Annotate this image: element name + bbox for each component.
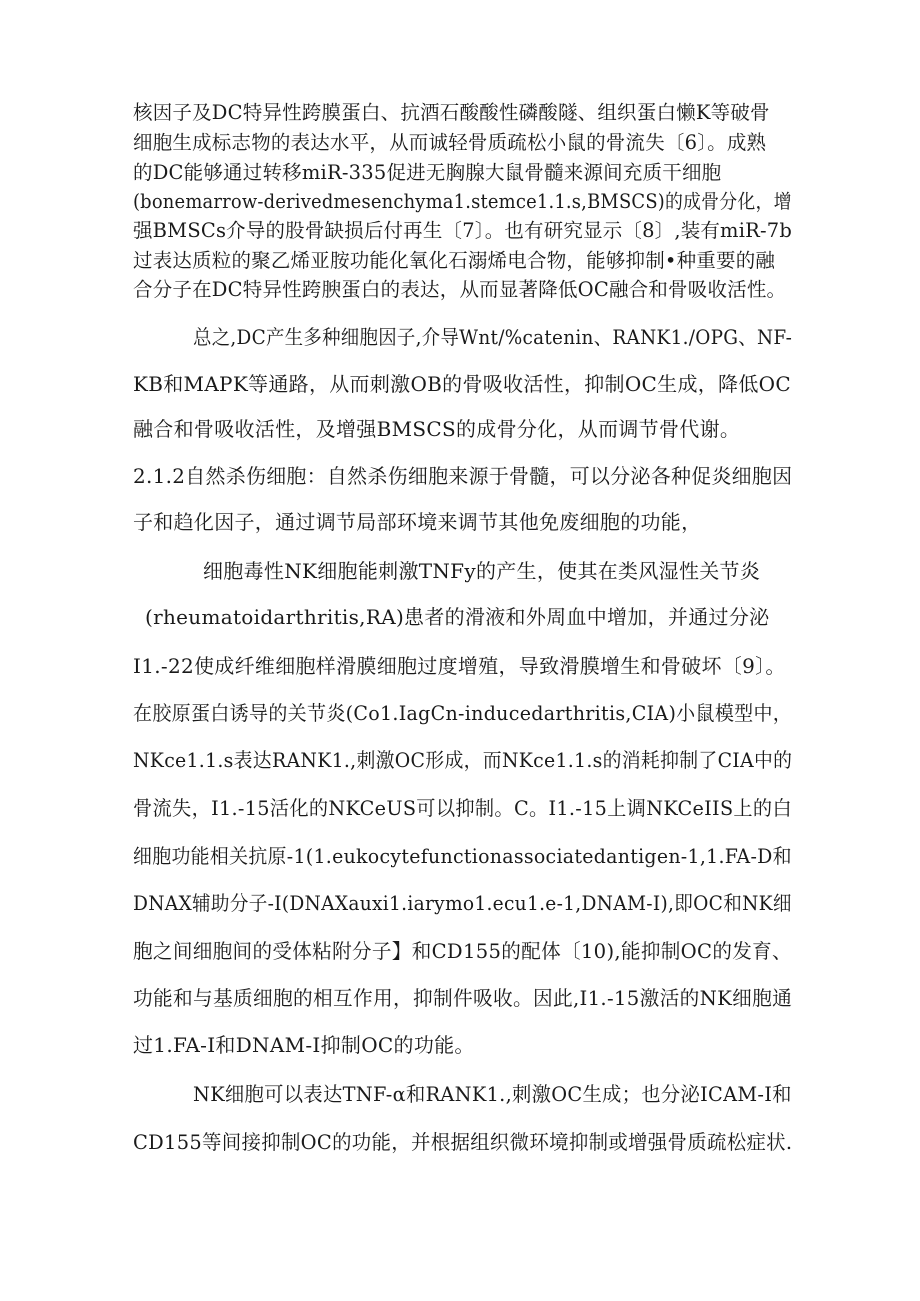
text-line: 功能和与基质细胞的相互作用，抑制件吸收。因此,I1.-15激活的NK细胞通 <box>133 986 793 1010</box>
text-line: NK细胞可以表达TNF-α和RANK1.,刺激OC生成；也分泌ICAM-I和 <box>193 1082 792 1106</box>
text-line: 强BMSCs介导的股骨缺损后付再生〔7〕。也有研究显示〔8〕,装有miR-7b <box>133 219 793 242</box>
text-line: 核因子及DC特异性跨膜蛋白、抗酒石酸酸性磷酸隧、组织蛋白懒K等破骨 <box>133 101 770 124</box>
text-line: 总之,DC产生多种细胞因子,介导Wnt/%catenin、RANK1./OPG、NF- <box>193 325 793 349</box>
text-line: 在胶原蛋白诱导的关节炎(Co1.IagCn-inducedarthritis,CIA)小鼠模型中， <box>133 701 793 725</box>
text-line: 子和趋化因子，通过调节局部环境来调节其他免废细胞的功能， <box>133 510 702 534</box>
text-line: NKce1.1.s表达RANK1.,刺激OC形成，而NKce1.1.s的消耗抑制了CIA中的 <box>133 748 793 772</box>
text-line: 过表达质粒的聚乙烯亚胺功能化氧化石溺烯电合物，能够抑制•种重要的融 <box>133 249 776 272</box>
text-line: 合分子在DC特异性跨腴蛋白的表达，从而显著降低OC融合和骨吸收活性。 <box>133 278 787 301</box>
text-line: 细胞毒性NK细胞能刺激TNFy的产生，使其在类风湿性关节炎 <box>203 559 761 583</box>
text-line: (rheumatoidarthritis,RA)患者的滑液和外周血中增加，并通过分泌 <box>145 605 770 629</box>
text-line: 细胞生成标志物的表达水平，从而诚轻骨质疏松小鼠的骨流失〔6〕。成熟 <box>133 131 767 154</box>
text-line: 胞之间细胞间的受体粘附分子】和CD155的配体〔10),能抑制OC的发育、 <box>133 939 792 963</box>
section-heading-line: 2.1.2自然杀伤细胞：自然杀伤细胞来源于骨髓，可以分泌各种促炎细胞因 <box>133 464 793 488</box>
text-line: 的DC能够通过转移miR-335促进无胸腺大鼠骨髓来源间充质干细胞 <box>133 161 722 184</box>
text-line: CD155等间接抑制OC的功能，并根据组织微环境抑制或增强骨质疏松症状. <box>133 1130 793 1154</box>
text-line: I1.-22使成纤维细胞样滑膜细胞过度增殖，导致滑膜增生和骨破坏〔9〕。 <box>133 654 786 678</box>
text-line: 细胞功能相关抗原-1(1.eukocytefunctionassociatedantigen-1,1.FA-D和 <box>133 844 792 868</box>
text-line: DNAX辅助分子-I(DNAXauxi1.iarymo1.ecu1.e-1,DNAM-I),即OC和NK细 <box>133 891 792 915</box>
text-line: 过1.FA-I和DNAM-I抑制OC的功能。 <box>133 1033 475 1057</box>
text-line: 融合和骨吸收活性，及增强BMSCS的成骨分化，从而调节骨代谢。 <box>133 417 741 441</box>
text-line: 骨流失，I1.-15活化的NKCeUS可以抑制。C。I1.-15上调NKCeIIS上的白 <box>133 796 793 820</box>
text-line: KB和MAPK等通路，从而刺激OB的骨吸收活性，抑制OC生成，降低OC <box>133 372 791 396</box>
text-line: (bonemarrow-derivedmesenchyma1.stemce1.1.s,BMSCS)的成骨分化，增 <box>133 190 792 213</box>
